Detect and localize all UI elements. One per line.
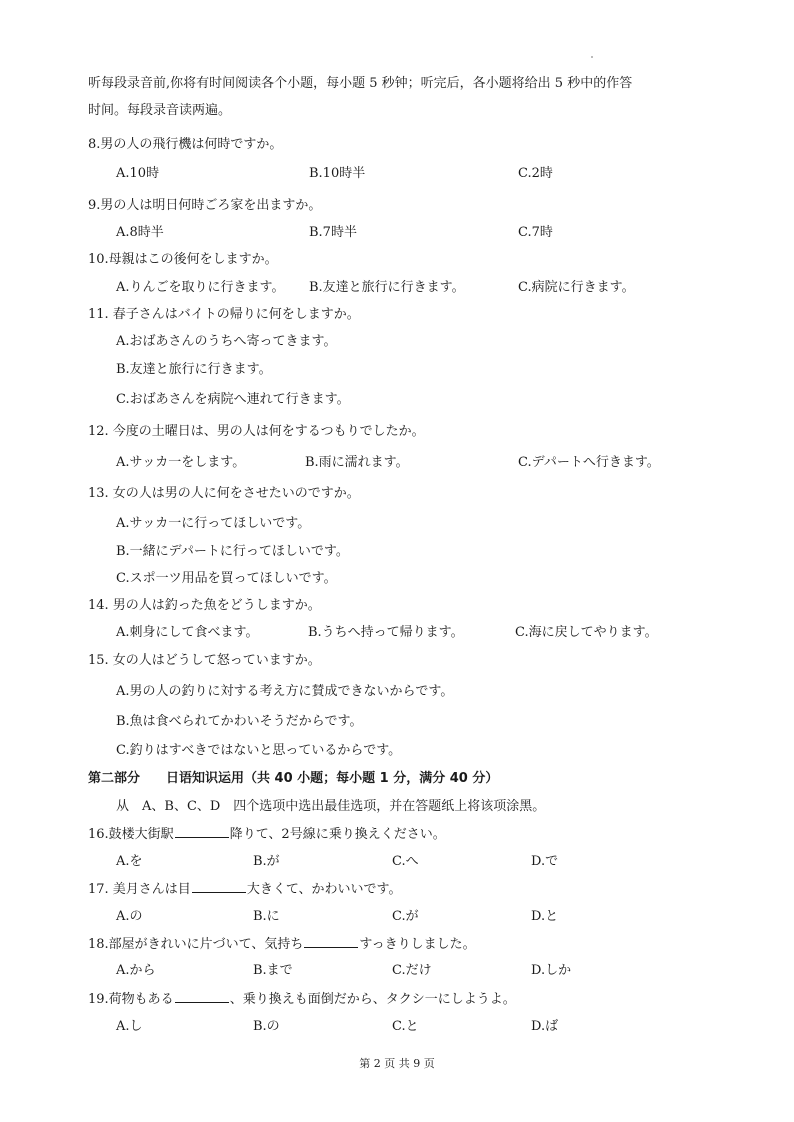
question-14-stem: 14. 男の人は釣った魚をどうしますか。 — [88, 598, 321, 613]
question-10-option-a[interactable]: A.りんごを取りに行きます。 — [116, 280, 285, 295]
question-16-option-b[interactable]: B.が — [253, 854, 280, 869]
question-9-stem: 9.男の人は明日何時ごろ家を出ますか。 — [88, 198, 322, 213]
question-13-option-a[interactable]: A.サッカ一に行ってほしいです。 — [116, 516, 311, 531]
question-18-blank — [304, 935, 358, 948]
question-13-option-c[interactable]: C.スポ一ツ用品を買ってほしいです。 — [116, 571, 337, 586]
question-12-option-a[interactable]: A.サッカ一をします。 — [116, 455, 246, 470]
question-17-stem-before: 17. 美月さんは目 — [88, 882, 191, 897]
scan-speck — [591, 56, 593, 58]
question-19-option-c[interactable]: C.と — [392, 1019, 419, 1034]
question-17-option-b[interactable]: B.に — [253, 909, 280, 924]
question-10-option-b[interactable]: B.友達と旅行に行きます。 — [309, 280, 465, 295]
question-12-option-b[interactable]: B.雨に濡れます。 — [305, 455, 409, 470]
question-16-option-c[interactable]: C.へ — [392, 854, 419, 869]
question-15-option-c[interactable]: C.釣りはすべきではないと思っているからです。 — [116, 743, 402, 758]
question-8-option-b[interactable]: B.10時半 — [309, 166, 366, 181]
question-8-stem: 8.男の人の飛行機は何時ですか。 — [88, 137, 283, 152]
question-13-option-b[interactable]: B.一緒にデパートに行ってほしいです。 — [116, 544, 349, 559]
question-18-option-d[interactable]: D.しか — [531, 963, 572, 978]
question-16-stem-after: 降りて、2号線に乗り換えください。 — [229, 827, 446, 842]
question-12-option-c[interactable]: C.デパートへ行きます。 — [518, 455, 660, 470]
question-8-option-c[interactable]: C.2時 — [518, 166, 553, 181]
question-19-option-b[interactable]: B.の — [253, 1019, 280, 1034]
question-16-blank — [175, 825, 229, 838]
question-17-stem — [88, 880, 402, 899]
question-17-option-c[interactable]: C.が — [392, 909, 419, 924]
question-15-stem: 15. 女の人はどうして怒っていますか。 — [88, 653, 321, 668]
question-17-stem-after: 大きくて、かわいいです。 — [246, 882, 402, 897]
question-18-stem-after: すっきりしました。 — [359, 937, 476, 952]
question-17-option-a[interactable]: A.の — [116, 909, 143, 924]
question-14-option-b[interactable]: B.うちへ持って帰ります。 — [308, 625, 464, 640]
question-18-stem-before: 18.部屋がきれいに片づいて、気持ち — [88, 937, 304, 952]
listening-intro-line-1: 听每段录音前,你将有时间阅读各个小题，每小题 5 秒钟；听完后，各小题将给出 5 秒中的作答 — [88, 76, 633, 91]
question-9-option-b[interactable]: B.7時半 — [309, 225, 357, 240]
question-13-stem: 13. 女の人は男の人に何をさせたいのですか。 — [88, 486, 360, 501]
listening-intro-line-2: 时间。每段录音读两遍。 — [88, 103, 232, 118]
question-9-option-c[interactable]: C.7時 — [518, 225, 553, 240]
question-17-blank — [192, 880, 246, 893]
question-18-option-a[interactable]: A.から — [116, 963, 156, 978]
question-16-stem-before: 16.鼓楼大街駅 — [88, 827, 174, 842]
question-16-option-a[interactable]: A.を — [116, 854, 143, 869]
question-15-option-b[interactable]: B.魚は食べられてかわいそうだからです。 — [116, 714, 363, 729]
part-2-heading: 第二部分 日语知识运用（共 40 小题；每小题 1 分，满分 40 分） — [88, 771, 499, 786]
question-14-option-c[interactable]: C.海に戻してやります。 — [515, 625, 658, 640]
question-18-option-b[interactable]: B.まで — [253, 963, 293, 978]
question-16-stem — [88, 825, 446, 844]
question-17-option-d[interactable]: D.と — [531, 909, 559, 924]
question-8-option-a[interactable]: A.10時 — [116, 166, 160, 181]
part-2-instruction: 从 A、B、C、D 四个选项中选出最佳选项，并在答题纸上将该项涂黑。 — [116, 799, 546, 814]
question-19-option-a[interactable]: A.し — [116, 1019, 143, 1034]
question-15-option-a[interactable]: A.男の人の釣りに対する考え方に賛成できないからです。 — [116, 684, 454, 699]
question-9-option-a[interactable]: A.8時半 — [116, 225, 164, 240]
question-11-option-b[interactable]: B.友達と旅行に行きます。 — [116, 362, 272, 377]
question-11-option-a[interactable]: A.おばあさんのうちへ寄ってきます。 — [116, 334, 337, 349]
question-19-option-d[interactable]: D.ば — [531, 1019, 559, 1034]
question-11-stem: 11. 春子さんはバイトの帰りに何をしますか。 — [88, 307, 360, 322]
page-footer: 第 2 页 共 9 页 — [359, 1057, 435, 1070]
question-19-stem-before: 19.荷物もある — [88, 992, 174, 1007]
question-18-stem — [88, 935, 476, 954]
question-12-stem: 12. 今度の土曜日は、男の人は何をするつもりでしたか。 — [88, 424, 425, 439]
question-16-option-d[interactable]: D.で — [531, 854, 559, 869]
question-19-blank — [175, 990, 229, 1003]
question-10-option-c[interactable]: C.病院に行きます。 — [518, 280, 635, 295]
question-11-option-c[interactable]: C.おばあさんを病院へ連れて行きます。 — [116, 392, 350, 407]
question-10-stem: 10.母親はこの後何をしますか。 — [88, 252, 278, 267]
question-18-option-c[interactable]: C.だけ — [392, 963, 432, 978]
question-14-option-a[interactable]: A.刺身にして食べます。 — [116, 625, 259, 640]
question-19-stem-after: 、乗り換えも面倒だから、タクシ一にしようよ。 — [229, 992, 516, 1007]
question-19-stem — [88, 990, 516, 1009]
